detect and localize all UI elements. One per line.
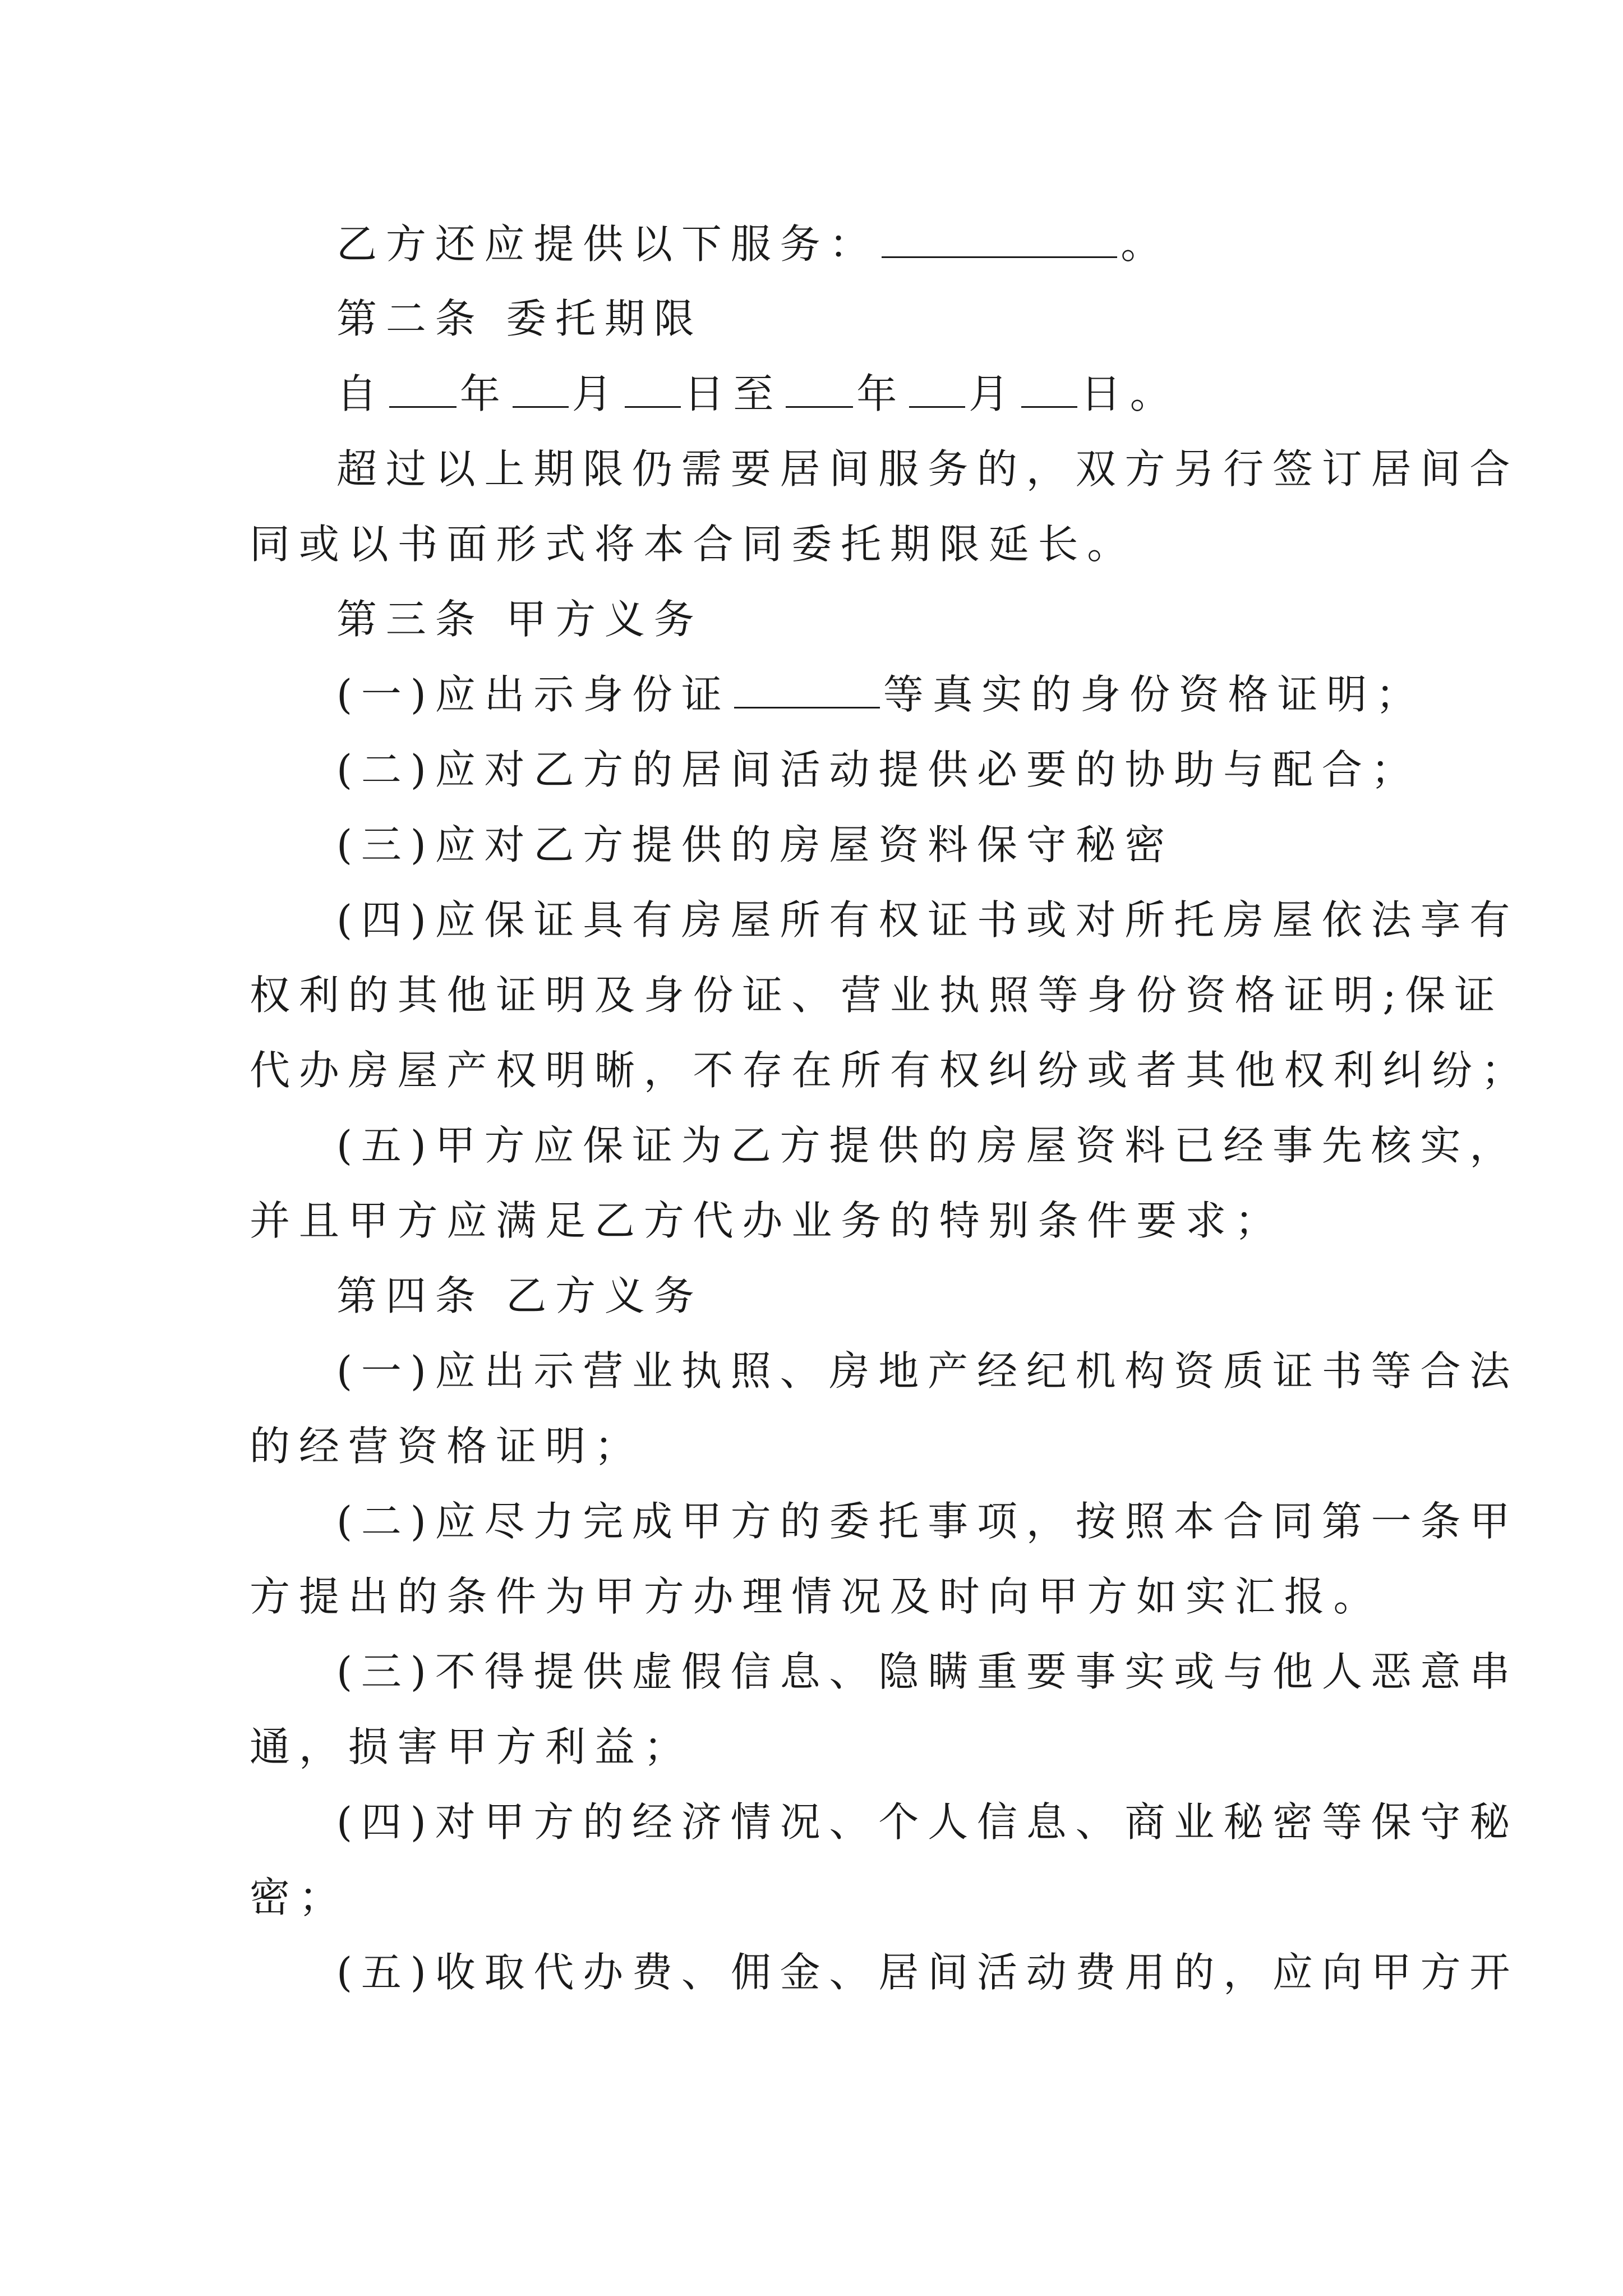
text-line-period — [336, 366, 1179, 422]
start-day-blank[interactable] — [625, 370, 681, 408]
id-blank[interactable] — [734, 671, 880, 708]
end-day-blank[interactable] — [1021, 370, 1077, 408]
paragraph-line: (五)收取代办费、佣金、居间活动费用的，应向甲方开 — [336, 1949, 1519, 1996]
article-3-heading: 第三条 甲方义务 — [336, 596, 703, 643]
day-to-label: 日至 — [684, 370, 783, 417]
services-end: 。 — [1121, 220, 1170, 268]
period-from: 自 — [336, 370, 386, 417]
paragraph-line: 密； — [250, 1874, 348, 1921]
article-2-heading: 第二条 委托期限 — [336, 295, 703, 342]
end-year-label: 年 — [856, 370, 906, 417]
text-line-services — [336, 216, 1170, 272]
paragraph-line: 超过以上期限仍需要居间服务的，双方另行签订居间合 — [336, 445, 1519, 493]
id-label-end: 等真实的身份资格证明； — [883, 671, 1425, 718]
end-day-label: 日。 — [1080, 370, 1179, 417]
paragraph-line: 同或以书面形式将本合同委托期限延长。 — [250, 521, 1137, 568]
end-year-blank[interactable] — [786, 370, 853, 408]
text-line-id — [336, 666, 1425, 723]
paragraph-line: 权利的其他证明及身份证、营业执照等身份资格证明;保证 — [250, 972, 1504, 1019]
paragraph-line: 通，损害甲方利益； — [250, 1723, 693, 1770]
paragraph-line: (三)不得提供虚假信息、隐瞒重要事实或与他人恶意串 — [336, 1648, 1519, 1695]
paragraph-line: 的经营资格证明； — [250, 1423, 644, 1470]
paragraph-line: (三)应对乙方提供的房屋资料保守秘密 — [336, 821, 1174, 868]
services-label: 乙方还应提供以下服务： — [336, 220, 879, 268]
paragraph-line: (四)应保证具有房屋所有权证书或对所托房屋依法享有 — [336, 896, 1519, 944]
paragraph-line: (二)应对乙方的居间活动提供必要的协助与配合； — [336, 746, 1421, 793]
start-year-blank[interactable] — [389, 370, 457, 408]
id-label: (一)应出示身份证 — [336, 671, 731, 718]
services-blank[interactable] — [882, 220, 1117, 258]
year-label: 年 — [459, 370, 509, 417]
paragraph-line: (四)对甲方的经济情况、个人信息、商业秘密等保守秘 — [336, 1798, 1519, 1846]
end-month-blank[interactable] — [909, 370, 965, 408]
paragraph-line: 并且甲方应满足乙方代办业务的特别条件要求； — [250, 1197, 1284, 1244]
paragraph-line: (五)甲方应保证为乙方提供的房屋资料已经事先核实， — [336, 1122, 1519, 1169]
paragraph-line: 代办房屋产权明晰，不存在所有权纠纷或者其他权利纠纷； — [250, 1047, 1530, 1094]
paragraph-line: (二)应尽力完成甲方的委托事项，按照本合同第一条甲 — [336, 1498, 1519, 1545]
paragraph-line: 方提出的条件为甲方办理情况及时向甲方如实汇报。 — [250, 1573, 1383, 1620]
month-label: 月 — [571, 370, 621, 417]
start-month-blank[interactable] — [513, 370, 569, 408]
paragraph-line: (一)应出示营业执照、房地产经纪机构资质证书等合法 — [336, 1347, 1519, 1395]
end-month-label: 月 — [969, 370, 1018, 417]
article-4-heading: 第四条 乙方义务 — [336, 1272, 703, 1319]
